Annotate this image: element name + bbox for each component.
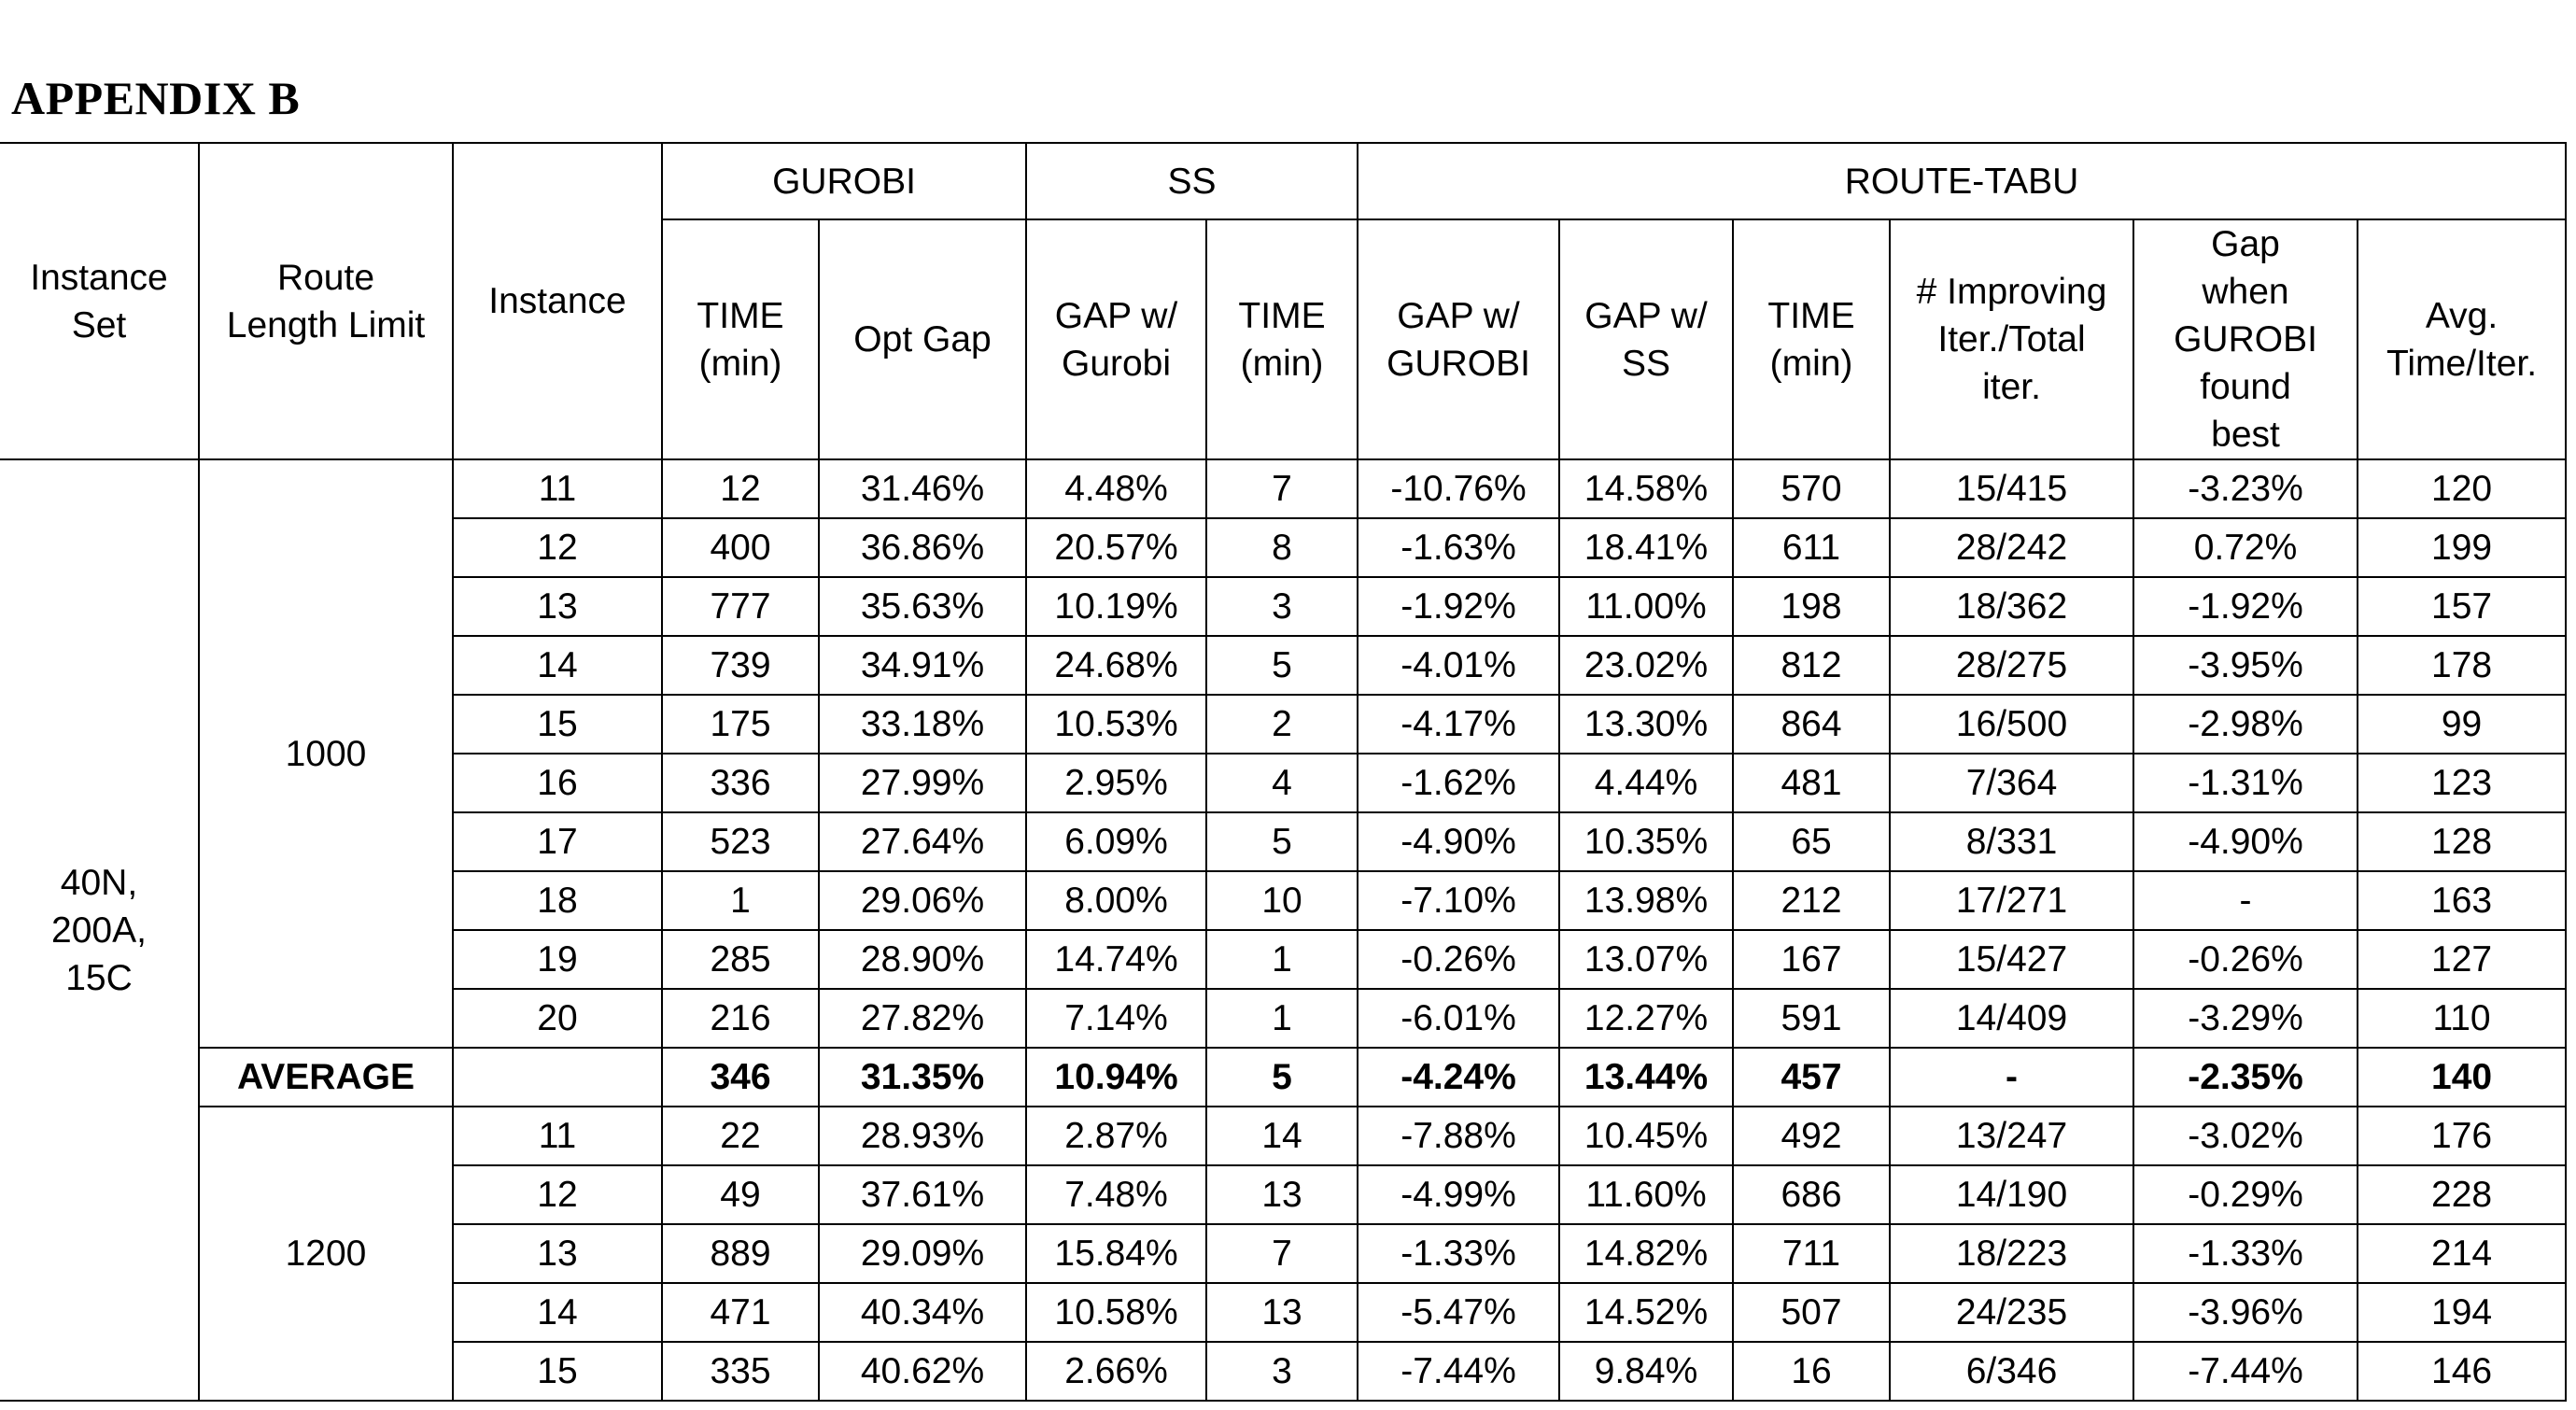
instance-cell: 16 xyxy=(453,754,662,812)
table-cell: 15/427 xyxy=(1890,930,2133,989)
table-cell: 18/223 xyxy=(1890,1224,2133,1283)
table-cell: 128 xyxy=(2358,812,2566,871)
table-cell: 12 xyxy=(662,459,819,518)
table-cell: 1 xyxy=(1206,989,1358,1048)
table-cell: 7 xyxy=(1206,459,1358,518)
instance-header-text: Instance xyxy=(488,281,626,321)
table-cell: 10 xyxy=(1206,871,1358,930)
tabu-gap-gurobi-header xyxy=(1358,219,1559,459)
table-cell: 13/247 xyxy=(1890,1107,2133,1165)
table-cell: 4.44% xyxy=(1559,754,1733,812)
table-cell: 3 xyxy=(1206,1342,1358,1401)
table-cell: 400 xyxy=(662,518,819,577)
table-cell: 481 xyxy=(1733,754,1890,812)
table-cell: -1.62% xyxy=(1358,754,1559,812)
ss-gap-gurobi-header-text: GAP w/ Gurobi xyxy=(1054,295,1178,384)
average-cell: 31.35% xyxy=(819,1048,1026,1107)
table-cell: -0.26% xyxy=(1358,930,1559,989)
average-cell xyxy=(453,1048,662,1107)
table-cell: 9.84% xyxy=(1559,1342,1733,1401)
table-cell: 29.09% xyxy=(819,1224,1026,1283)
table-cell: -3.96% xyxy=(2133,1283,2358,1342)
table-cell: 99 xyxy=(2358,695,2566,754)
tabu-gap-when-gurobi-best-header-text: Gap when GUROBI found best xyxy=(2174,224,2317,455)
instance-set-cell xyxy=(0,459,199,1401)
table-cell: 3 xyxy=(1206,577,1358,636)
table-cell: 13.98% xyxy=(1559,871,1733,930)
instance-cell: 14 xyxy=(453,636,662,695)
table-cell: -7.44% xyxy=(2133,1342,2358,1401)
table-cell: 18.41% xyxy=(1559,518,1733,577)
table-cell: 120 xyxy=(2358,459,2566,518)
route-length-limit-cell: 1200 xyxy=(199,1107,453,1401)
table-cell: 13 xyxy=(1206,1165,1358,1224)
table-cell: 212 xyxy=(1733,871,1890,930)
tabu-time-header xyxy=(1733,219,1890,459)
instance-set-label: 40N, 200A, 15C xyxy=(51,862,147,998)
table-cell: -4.90% xyxy=(2133,812,2358,871)
table-cell: 22 xyxy=(662,1107,819,1165)
table-cell: 507 xyxy=(1733,1283,1890,1342)
tabu-avg-time-iter-header xyxy=(2358,219,2566,459)
table-cell: 11.00% xyxy=(1559,577,1733,636)
table-cell: 65 xyxy=(1733,812,1890,871)
table-cell: -2.98% xyxy=(2133,695,2358,754)
instance-cell: 14 xyxy=(453,1283,662,1342)
table-cell: 14 xyxy=(1206,1107,1358,1165)
instance-cell: 11 xyxy=(453,1107,662,1165)
instance-cell: 11 xyxy=(453,459,662,518)
gurobi-time-header xyxy=(662,219,819,459)
table-cell: -3.29% xyxy=(2133,989,2358,1048)
table-cell: 5 xyxy=(1206,812,1358,871)
table-cell: 157 xyxy=(2358,577,2566,636)
table-cell: -5.47% xyxy=(1358,1283,1559,1342)
appendix-heading: APPENDIX B xyxy=(11,72,301,124)
table-cell: 16 xyxy=(1733,1342,1890,1401)
table-cell: 214 xyxy=(2358,1224,2566,1283)
route-tabu-group-header: ROUTE-TABU xyxy=(1358,143,2566,219)
table-cell: 5 xyxy=(1206,636,1358,695)
tabu-avg-time-iter-header-text: Avg. Time/Iter. xyxy=(2386,295,2538,384)
table-cell: 336 xyxy=(662,754,819,812)
table-cell: 611 xyxy=(1733,518,1890,577)
gurobi-group-header: GUROBI xyxy=(662,143,1026,219)
table-cell: 335 xyxy=(662,1342,819,1401)
table-cell: 36.86% xyxy=(819,518,1026,577)
table-cell: 7.14% xyxy=(1026,989,1206,1048)
table-cell: 285 xyxy=(662,930,819,989)
table-cell: 27.64% xyxy=(819,812,1026,871)
table-cell: 27.82% xyxy=(819,989,1026,1048)
table-cell: 198 xyxy=(1733,577,1890,636)
table-cell: 178 xyxy=(2358,636,2566,695)
instance-set-header-text: Instance Set xyxy=(30,257,168,345)
table-cell: 216 xyxy=(662,989,819,1048)
gurobi-opt-gap-header xyxy=(819,219,1026,459)
table-cell: 12.27% xyxy=(1559,989,1733,1048)
table-cell: 34.91% xyxy=(819,636,1026,695)
table-cell: -4.90% xyxy=(1358,812,1559,871)
table-cell: -7.10% xyxy=(1358,871,1559,930)
table-cell: -7.44% xyxy=(1358,1342,1559,1401)
table-cell: -10.76% xyxy=(1358,459,1559,518)
tabu-gap-when-gurobi-best-header xyxy=(2133,219,2358,459)
table-cell: 163 xyxy=(2358,871,2566,930)
table-cell: 31.46% xyxy=(819,459,1026,518)
table-cell: 15/415 xyxy=(1890,459,2133,518)
table-cell: 15.84% xyxy=(1026,1224,1206,1283)
table-cell: -4.17% xyxy=(1358,695,1559,754)
table-cell: -0.26% xyxy=(2133,930,2358,989)
table-row xyxy=(0,459,2566,518)
table-cell: 10.19% xyxy=(1026,577,1206,636)
instance-cell: 15 xyxy=(453,695,662,754)
table-cell: 28.93% xyxy=(819,1107,1026,1165)
table-cell: 24.68% xyxy=(1026,636,1206,695)
average-row xyxy=(0,1048,2566,1107)
instance-header xyxy=(453,143,662,459)
instance-cell: 20 xyxy=(453,989,662,1048)
table-cell: 471 xyxy=(662,1283,819,1342)
gurobi-time-header-text: TIME (min) xyxy=(697,295,784,384)
average-cell: 346 xyxy=(662,1048,819,1107)
table-cell: 777 xyxy=(662,577,819,636)
table-cell: -7.88% xyxy=(1358,1107,1559,1165)
table-cell: 7.48% xyxy=(1026,1165,1206,1224)
table-cell: 711 xyxy=(1733,1224,1890,1283)
table-cell: 1 xyxy=(1206,930,1358,989)
table-cell: 2.95% xyxy=(1026,754,1206,812)
table-cell: 14.82% xyxy=(1559,1224,1733,1283)
table-cell: 2 xyxy=(1206,695,1358,754)
results-table xyxy=(0,142,2567,1402)
tabu-gap-ss-header-text: GAP w/ SS xyxy=(1584,295,1708,384)
ss-time-header xyxy=(1206,219,1358,459)
table-cell: -1.33% xyxy=(2133,1224,2358,1283)
table-cell: 7/364 xyxy=(1890,754,2133,812)
table-cell: 14/190 xyxy=(1890,1165,2133,1224)
ss-group-header: SS xyxy=(1026,143,1358,219)
table-cell: 33.18% xyxy=(819,695,1026,754)
table-cell: 8.00% xyxy=(1026,871,1206,930)
average-cell: - xyxy=(1890,1048,2133,1107)
table-cell: 686 xyxy=(1733,1165,1890,1224)
table-cell: 17/271 xyxy=(1890,871,2133,930)
table-cell: -3.95% xyxy=(2133,636,2358,695)
table-cell: 194 xyxy=(2358,1283,2566,1342)
header-group-row xyxy=(0,143,2566,219)
table-cell: 123 xyxy=(2358,754,2566,812)
table-cell: -1.33% xyxy=(1358,1224,1559,1283)
table-cell: 23.02% xyxy=(1559,636,1733,695)
table-cell: 889 xyxy=(662,1224,819,1283)
table-cell: 16/500 xyxy=(1890,695,2133,754)
table-cell: 27.99% xyxy=(819,754,1026,812)
table-cell: 4 xyxy=(1206,754,1358,812)
instance-set-header xyxy=(0,143,199,459)
table-cell: 28/275 xyxy=(1890,636,2133,695)
table-cell: 35.63% xyxy=(819,577,1026,636)
instance-cell: 12 xyxy=(453,518,662,577)
table-cell: -0.29% xyxy=(2133,1165,2358,1224)
average-cell: -2.35% xyxy=(2133,1048,2358,1107)
ss-time-header-text: TIME (min) xyxy=(1238,295,1326,384)
table-cell: 176 xyxy=(2358,1107,2566,1165)
table-cell: 175 xyxy=(662,695,819,754)
table-cell: 40.62% xyxy=(819,1342,1026,1401)
table-cell: 11.60% xyxy=(1559,1165,1733,1224)
table-cell: -1.31% xyxy=(2133,754,2358,812)
table-cell: 8 xyxy=(1206,518,1358,577)
table-cell: 8/331 xyxy=(1890,812,2133,871)
table-cell: 570 xyxy=(1733,459,1890,518)
table-cell: 13 xyxy=(1206,1283,1358,1342)
table-cell: 492 xyxy=(1733,1107,1890,1165)
table-cell: 28/242 xyxy=(1890,518,2133,577)
table-cell: 14/409 xyxy=(1890,989,2133,1048)
ss-gap-gurobi-header xyxy=(1026,219,1206,459)
instance-cell: 17 xyxy=(453,812,662,871)
average-cell: 13.44% xyxy=(1559,1048,1733,1107)
average-cell: 5 xyxy=(1206,1048,1358,1107)
table-cell: 49 xyxy=(662,1165,819,1224)
average-cell: -4.24% xyxy=(1358,1048,1559,1107)
table-cell: 146 xyxy=(2358,1342,2566,1401)
table-cell: 4.48% xyxy=(1026,459,1206,518)
table-cell: 864 xyxy=(1733,695,1890,754)
table-cell: -1.92% xyxy=(2133,577,2358,636)
table-cell: 10.58% xyxy=(1026,1283,1206,1342)
average-cell: 457 xyxy=(1733,1048,1890,1107)
table-cell: -4.99% xyxy=(1358,1165,1559,1224)
gurobi-opt-gap-header-text: Opt Gap xyxy=(853,319,992,360)
table-cell: 29.06% xyxy=(819,871,1026,930)
average-cell: 10.94% xyxy=(1026,1048,1206,1107)
table-cell: 167 xyxy=(1733,930,1890,989)
table-row xyxy=(0,1107,2566,1165)
table-cell: 10.35% xyxy=(1559,812,1733,871)
table-cell: 127 xyxy=(2358,930,2566,989)
table-cell: 199 xyxy=(2358,518,2566,577)
table-cell: -3.23% xyxy=(2133,459,2358,518)
table-cell: 6.09% xyxy=(1026,812,1206,871)
table-cell: 28.90% xyxy=(819,930,1026,989)
table-cell: 812 xyxy=(1733,636,1890,695)
table-cell: 13.07% xyxy=(1559,930,1733,989)
tabu-improving-iter-header-text: # Improving Iter./Total iter. xyxy=(1916,272,2107,407)
table-cell: 0.72% xyxy=(2133,518,2358,577)
table-cell: 10.53% xyxy=(1026,695,1206,754)
average-cell: 140 xyxy=(2358,1048,2566,1107)
table-cell: 6/346 xyxy=(1890,1342,2133,1401)
instance-cell: 15 xyxy=(453,1342,662,1401)
table-cell: -3.02% xyxy=(2133,1107,2358,1165)
table-cell: 1 xyxy=(662,871,819,930)
table-cell: 7 xyxy=(1206,1224,1358,1283)
instance-cell: 12 xyxy=(453,1165,662,1224)
table-header xyxy=(0,143,2566,459)
table-cell: 37.61% xyxy=(819,1165,1026,1224)
table-cell: -1.92% xyxy=(1358,577,1559,636)
table-cell: 591 xyxy=(1733,989,1890,1048)
instance-cell: 13 xyxy=(453,1224,662,1283)
table-cell: 110 xyxy=(2358,989,2566,1048)
table-cell: 523 xyxy=(662,812,819,871)
table-cell: 18/362 xyxy=(1890,577,2133,636)
tabu-time-header-text: TIME (min) xyxy=(1767,295,1855,384)
instance-cell: 19 xyxy=(453,930,662,989)
tabu-gap-ss-header xyxy=(1559,219,1733,459)
table-cell: 2.87% xyxy=(1026,1107,1206,1165)
instance-cell: 13 xyxy=(453,577,662,636)
table-cell: - xyxy=(2133,871,2358,930)
tabu-improving-iter-header xyxy=(1890,219,2133,459)
table-cell: -4.01% xyxy=(1358,636,1559,695)
average-label: AVERAGE xyxy=(199,1048,453,1107)
table-cell: 739 xyxy=(662,636,819,695)
table-cell: 2.66% xyxy=(1026,1342,1206,1401)
table-cell: 40.34% xyxy=(819,1283,1026,1342)
table-cell: 13.30% xyxy=(1559,695,1733,754)
table-cell: 24/235 xyxy=(1890,1283,2133,1342)
table-cell: -1.63% xyxy=(1358,518,1559,577)
table-cell: 14.74% xyxy=(1026,930,1206,989)
table-cell: 14.52% xyxy=(1559,1283,1733,1342)
table-body xyxy=(0,459,2566,1401)
route-length-limit-header xyxy=(199,143,453,459)
table-cell: -6.01% xyxy=(1358,989,1559,1048)
table-cell: 228 xyxy=(2358,1165,2566,1224)
route-length-limit-cell: 1000 xyxy=(199,459,453,1048)
instance-cell: 18 xyxy=(453,871,662,930)
table-cell: 14.58% xyxy=(1559,459,1733,518)
route-length-limit-header-text: Route Length Limit xyxy=(226,257,426,345)
table-cell: 20.57% xyxy=(1026,518,1206,577)
tabu-gap-gurobi-header-text: GAP w/ GUROBI xyxy=(1387,295,1530,384)
table-cell: 10.45% xyxy=(1559,1107,1733,1165)
